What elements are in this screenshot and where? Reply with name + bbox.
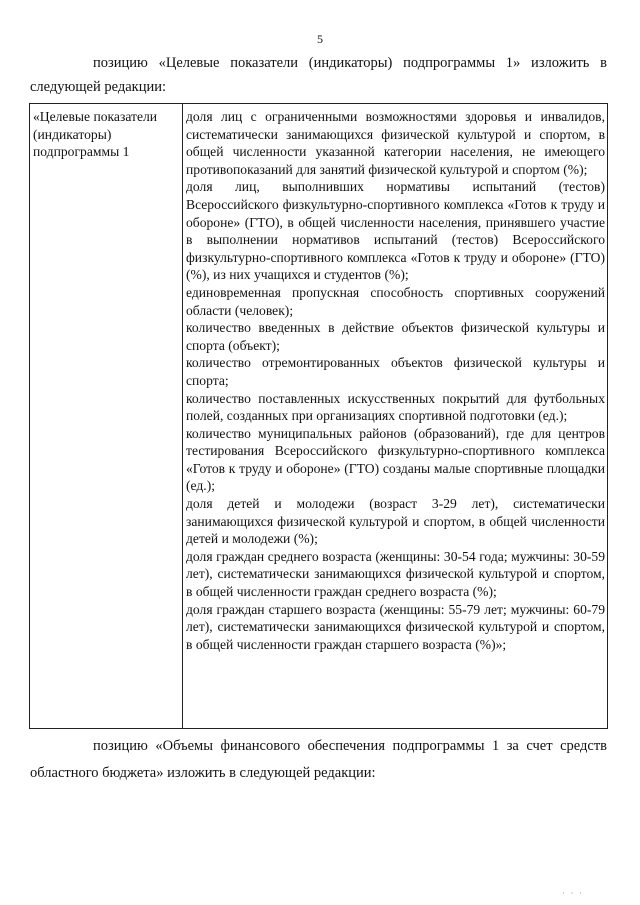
scan-mark: · · · — [562, 889, 584, 898]
outro-paragraph: позицию «Объемы финансового обеспечения подпрограммы 1 за счет средств областного бюджета» изложить в следующей редакции: — [30, 738, 607, 781]
table-left-cell: «Целевые показатели (индикаторы) подпрограммы 1 — [33, 109, 158, 160]
indicator-item: количество поставленных искусственных покрытий для футбольных полей, созданных при организациях спортивной подготовки (ед.); — [186, 390, 605, 424]
indicator-item: доля детей и молодежи (возраст 3-29 лет), систематически занимающихся физической культурой и спортом, в общей численности детей и молодежи (%); — [186, 496, 605, 547]
indicator-item: единовременная пропускная способность спортивных сооружений области (человек); — [186, 284, 605, 318]
page-number: 5 — [317, 32, 323, 46]
table-right-cell — [186, 108, 605, 653]
indicators-table — [29, 103, 608, 729]
indicator-item: количество отремонтированных объектов физической культуры и спорта; — [186, 355, 605, 388]
indicator-item: доля граждан старшего возраста (женщины: 55-79 лет; мужчины: 60-79 лет), систематически занимающихся физической культурой и спортом, в общей численности граждан старшего возраста (%)»; — [186, 601, 605, 652]
indicator-item: доля лиц с ограниченными возможностями здоровья и инвалидов, систематически занимающихся физической культурой и спортом, в общей численности указанной категории населения, не имеющего противопоказаний для занятий физической культурой и спортом (%); — [186, 109, 605, 177]
intro-paragraph: позицию «Целевые показатели (индикаторы) подпрограммы 1» изложить в следующей редакции: — [30, 55, 607, 95]
column-divider — [182, 104, 183, 728]
indicator-item: количество муниципальных районов (образований), где для центров тестирования Всероссийского физкультурно-спортивного комплекса «Готов к труду и обороне» (ГТО) созданы малые спортивные площадки (ед.); — [186, 425, 605, 494]
indicator-item: количество введенных в действие объектов физической культуры и спорта (объект); — [186, 320, 605, 353]
indicator-item: доля граждан среднего возраста (женщины: 30-54 года; мужчины: 30-59 лет), систематически занимающихся физической культурой и спортом, в общей численности граждан среднего возраста (%); — [186, 548, 605, 600]
indicator-item: доля лиц, выполнивших нормативы испытаний (тестов) Всероссийского физкультурно-спортивного комплекса «Готов к труду и обороне» (ГТО), в общей численности населения, принявшего участие в выполнении нормативов испытаний (тестов) Всероссийского физкультурно-спортивного комплекса «Готов к труду и обороне» (ГТО) (%), из них учащихся и студентов (%); — [186, 179, 605, 283]
